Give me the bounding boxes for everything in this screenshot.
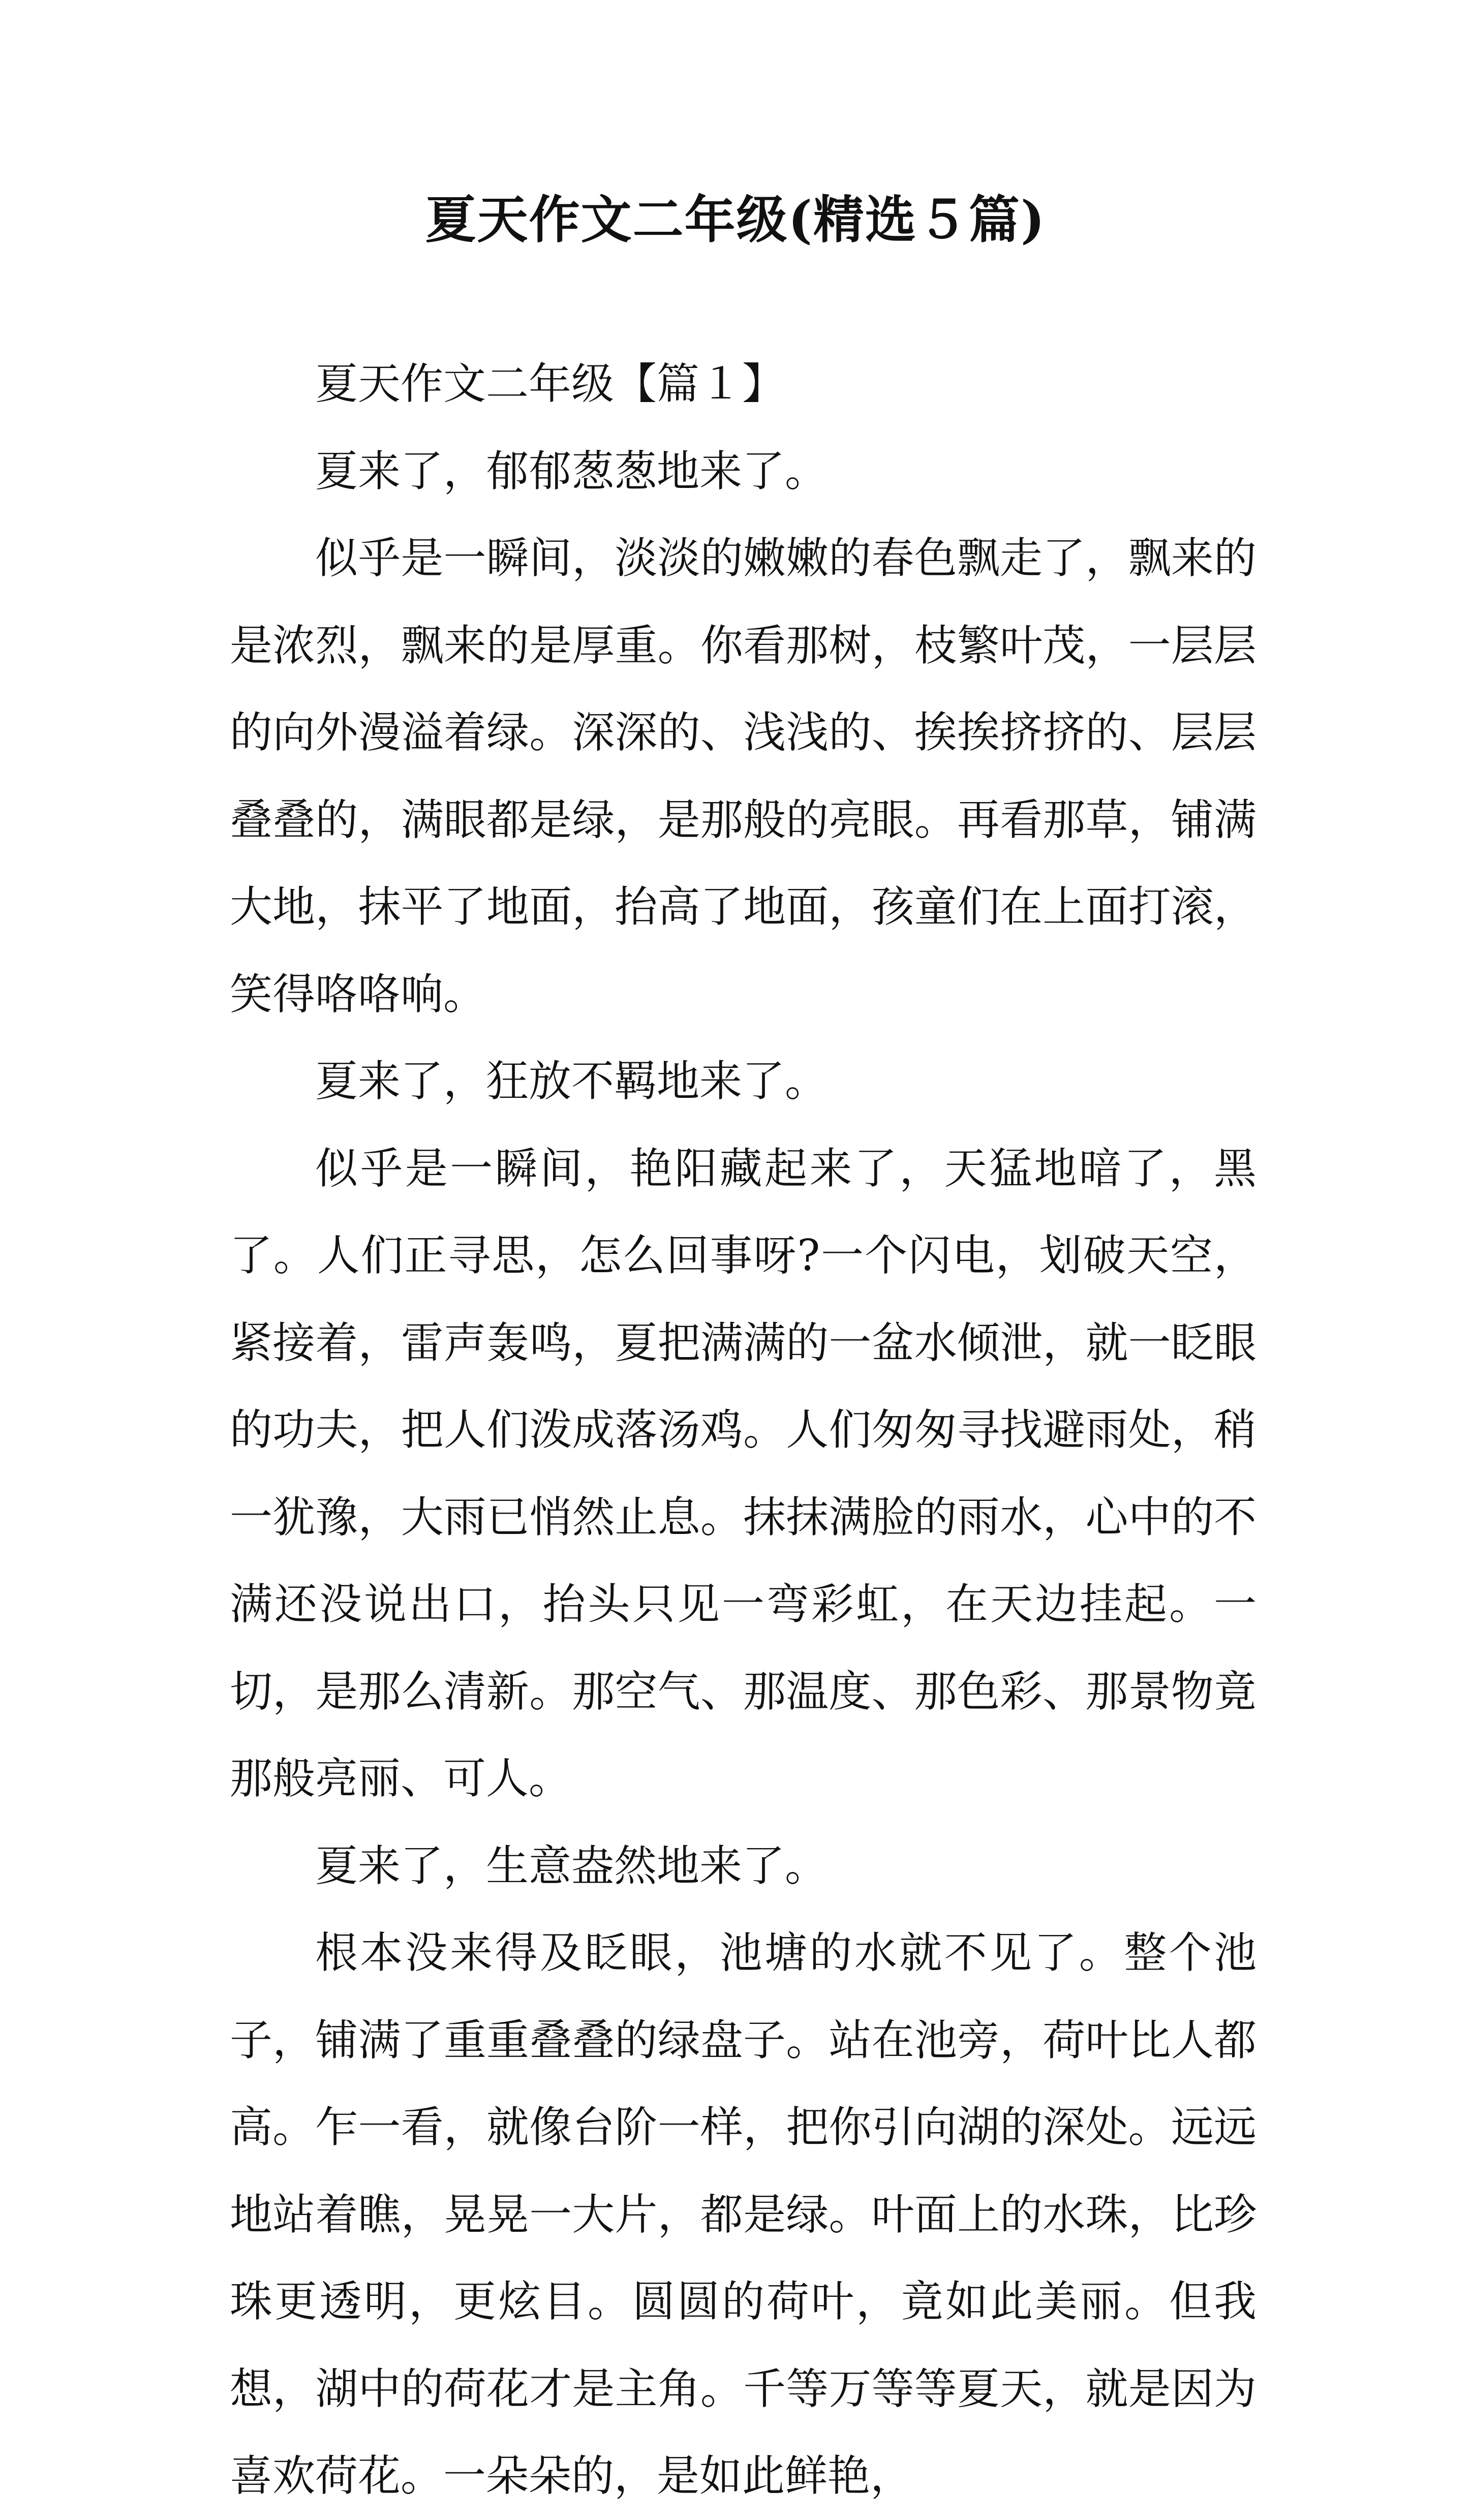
paragraph: 根本没来得及眨眼，池塘的水就不见了。整个池子，铺满了重重叠叠的绿盘子。站在池旁，荷叶比人都高。乍一看，就像台阶一样，把你引向湖的深处。远远地站着瞧，晃晃一大片，都是绿。叶面上的水珠，比珍珠更透明，更炫目。圆圆的荷叶，竟如此美丽。但我想，湖中的荷花才是主角。千等万等等夏天，就是因为喜欢荷花。一朵朵的，是如此鲜艳， bbox=[230, 1928, 1257, 2501]
paragraph: 夏来了，生意盎然地来了。 bbox=[315, 1840, 828, 1891]
document-body bbox=[230, 341, 1257, 2520]
section-heading: 夏天作文二年级【篇１】 bbox=[315, 359, 785, 409]
paragraph: 夏来了，郁郁葱葱地来了。 bbox=[315, 446, 828, 496]
document-title: 夏天作文二年级(精选５篇) bbox=[425, 190, 1046, 250]
paragraph: 夏来了，狂放不羁地来了。 bbox=[315, 1056, 828, 1106]
paragraph: 似乎是一瞬间，艳阳藏起来了，天猛地暗了，黑了。人们正寻思，怎么回事呀?一个闪电，划破天空，紧接着，雷声轰鸣，夏把满满的一盆水倾泄，就一眨眼的功夫，把人们泼成落汤鸡。人们匆匆寻找避雨处，稍一犹豫，大雨已悄然止息。抹抹满脸的雨水，心中的不满还没说出口，抬头只见一弯彩虹，在天边挂起。一切，是那么清新。那空气、那温度、那色彩、那景物竟那般亮丽、可人。 bbox=[230, 1143, 1257, 1803]
paragraph: 似乎是一瞬间，淡淡的嫩嫩的春色飘走了，飘来的是浓烈，飘来的是厚重。你看那树，枝繁叶茂，一层层的向外漫溢着绿。深深的、浅浅的、挨挨挤挤的、层层叠叠的，满眼都是绿，是那般的亮眼。再看那草，铺满大地，抹平了地面，抬高了地面，孩童们在上面打滚，笑得咯咯响。 bbox=[230, 533, 1257, 1019]
